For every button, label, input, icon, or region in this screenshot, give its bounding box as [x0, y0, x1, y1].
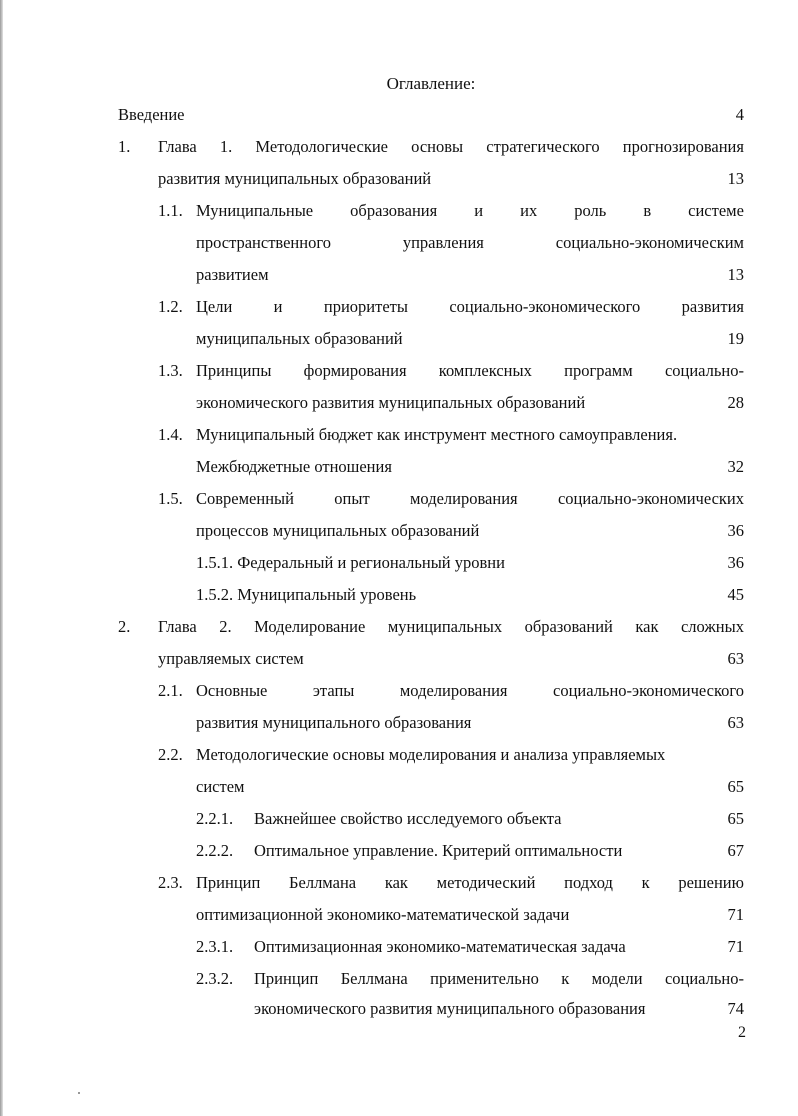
toc-word: Цели: [196, 297, 233, 316]
toc-word: Современный: [196, 489, 294, 508]
toc-s151-page: 36: [727, 553, 744, 572]
toc-intro-page: 4: [735, 105, 744, 124]
toc-s21-num: 2.1.: [158, 681, 183, 700]
toc-s14-line1: Муниципальный бюджет как инструмент местного самоуправления.: [196, 425, 678, 444]
page-number: 2: [738, 1024, 746, 1041]
toc-word: как: [635, 617, 659, 636]
toc-s23-num: 2.3.: [158, 873, 183, 892]
toc-word: модели: [591, 969, 643, 988]
toc-word: образований: [524, 617, 613, 636]
toc-chapter1-line2: развития муниципальных образований: [158, 169, 432, 188]
toc-chapter2-line2: управляемых систем: [158, 649, 304, 668]
scan-speck: [78, 1092, 80, 1094]
toc-word: социально-экономического: [553, 681, 744, 700]
toc-s222-page: 67: [727, 841, 744, 860]
toc-word: их: [520, 201, 538, 220]
toc-s11-line2: [196, 232, 744, 254]
toc-word: Беллмана: [289, 873, 357, 892]
toc-word: решению: [678, 873, 744, 892]
toc-s13-page: 28: [727, 393, 744, 412]
toc-s15-num: 1.5.: [158, 489, 183, 508]
toc-chapter2-page: 63: [727, 649, 744, 668]
toc-word: Основные: [196, 681, 268, 700]
toc-s11-line1: [196, 200, 744, 222]
toc-s231-page: 71: [727, 937, 744, 956]
toc-s23-line2: оптимизационной экономико-математической задачи: [196, 905, 570, 924]
toc-word: Моделирование: [254, 617, 366, 636]
toc-s23-line1: [196, 872, 744, 894]
toc-word: опыт: [334, 489, 370, 508]
toc-s14-num: 1.4.: [158, 425, 183, 444]
toc-s13-line1: [196, 360, 744, 382]
toc-word: Принципы: [196, 361, 272, 380]
toc-chapter2-line1: [158, 616, 744, 638]
toc-word: основы: [411, 137, 464, 156]
toc-word: сложных: [680, 617, 744, 636]
toc-word: моделирования: [409, 489, 518, 508]
toc-s12-num: 1.2.: [158, 297, 183, 316]
toc-word: моделирования: [399, 681, 508, 700]
toc-s21-page: 63: [727, 713, 744, 732]
toc-s23-page: 71: [727, 905, 744, 924]
toc-s221-num: 2.2.1.: [196, 809, 234, 828]
toc-s232-line1: [254, 968, 744, 990]
toc-word: социально-экономическим: [555, 233, 744, 252]
toc-word: комплексных: [438, 361, 532, 380]
toc-word: применительно: [430, 969, 539, 988]
toc-s232-num: 2.3.2.: [196, 969, 234, 988]
toc-word: системе: [688, 201, 744, 220]
toc-word: муниципальных: [387, 617, 503, 636]
toc-chapter1-page: 13: [727, 169, 744, 188]
toc-word: этапы: [312, 681, 355, 700]
toc-word: Беллмана: [340, 969, 408, 988]
toc-word: формирования: [303, 361, 407, 380]
toc-word: прогнозирования: [622, 137, 744, 156]
toc-s222-label: Оптимальное управление. Критерий оптимальности: [254, 841, 623, 860]
toc-word: Глава: [158, 617, 197, 636]
toc-s22-num: 2.2.: [158, 745, 183, 764]
toc-s11-page: 13: [727, 265, 744, 284]
toc-word: социально-экономического: [449, 297, 641, 316]
toc-s12-page: 19: [727, 329, 744, 348]
toc-s11-line3: развитием: [196, 265, 269, 284]
toc-s14-page: 32: [727, 457, 744, 476]
toc-s152-page: 45: [727, 585, 744, 604]
toc-s22-line1: Методологические основы моделирования и анализа управляемых: [196, 745, 666, 764]
toc-chapter1-num: 1.: [118, 137, 131, 156]
toc-word: подход: [564, 873, 613, 892]
scan-edge: [0, 0, 3, 1116]
toc-word: методический: [436, 873, 536, 892]
toc-s152: 1.5.2. Муниципальный уровень: [196, 585, 417, 604]
toc-word: как: [384, 873, 408, 892]
toc-s222-num: 2.2.2.: [196, 841, 234, 860]
toc-s13-line2: экономического развития муниципальных образований: [196, 393, 586, 412]
toc-s221-label: Важнейшее свойство исследуемого объекта: [254, 809, 562, 828]
toc-s21-line2: развития муниципального образования: [196, 713, 472, 732]
toc-word: 2.: [219, 617, 232, 636]
toc-word: Глава: [158, 137, 197, 156]
toc-s22-line2: систем: [196, 777, 245, 796]
toc-word: и: [474, 201, 484, 220]
toc-s232-line2: экономического развития муниципального образования: [254, 999, 646, 1018]
toc-word: 1.: [219, 137, 233, 156]
toc-s221-page: 65: [727, 809, 744, 828]
toc-word: программ: [564, 361, 633, 380]
toc-word: Методологические: [255, 137, 389, 156]
toc-word: пространственного: [196, 233, 331, 252]
toc-word: в: [643, 201, 652, 220]
toc-word: Принцип: [196, 873, 261, 892]
toc-s21-line1: [196, 680, 744, 702]
toc-heading: Оглавление:: [386, 74, 476, 93]
toc-s12-line1: [196, 296, 744, 318]
toc-s15-page: 36: [727, 521, 744, 540]
toc-s231-num: 2.3.1.: [196, 937, 234, 956]
toc-s22-page: 65: [727, 777, 744, 796]
toc-word: управления: [402, 233, 484, 252]
toc-word: стратегического: [486, 137, 600, 156]
toc-s11-num: 1.1.: [158, 201, 183, 220]
toc-word: социально-: [664, 361, 744, 380]
toc-word: образования: [350, 201, 438, 220]
toc-intro: Введение: [118, 105, 185, 124]
toc-s15-line1: [196, 488, 744, 510]
toc-word: социально-экономических: [557, 489, 744, 508]
toc-s231-label: Оптимизационная экономико-математическая задача: [254, 937, 626, 956]
toc-word: социально-: [664, 969, 744, 988]
toc-word: и: [273, 297, 283, 316]
toc-word: Принцип: [254, 969, 319, 988]
toc-s151: 1.5.1. Федеральный и региональный уровни: [196, 553, 505, 572]
toc-s15-line2: процессов муниципальных образований: [196, 521, 480, 540]
toc-word: приоритеты: [323, 297, 408, 316]
toc-word: Муниципальные: [196, 201, 314, 220]
toc-word: развития: [681, 297, 744, 316]
toc-s13-num: 1.3.: [158, 361, 183, 380]
toc-chapter2-num: 2.: [118, 617, 131, 636]
toc-s232-page: 74: [727, 999, 744, 1018]
toc-chapter1-line1: [158, 136, 744, 158]
toc-word: к: [561, 969, 570, 988]
toc-s14-line2: Межбюджетные отношения: [196, 457, 392, 476]
toc-word: к: [641, 873, 650, 892]
toc-s12-line2: муниципальных образований: [196, 329, 403, 348]
toc-word: роль: [574, 201, 607, 220]
